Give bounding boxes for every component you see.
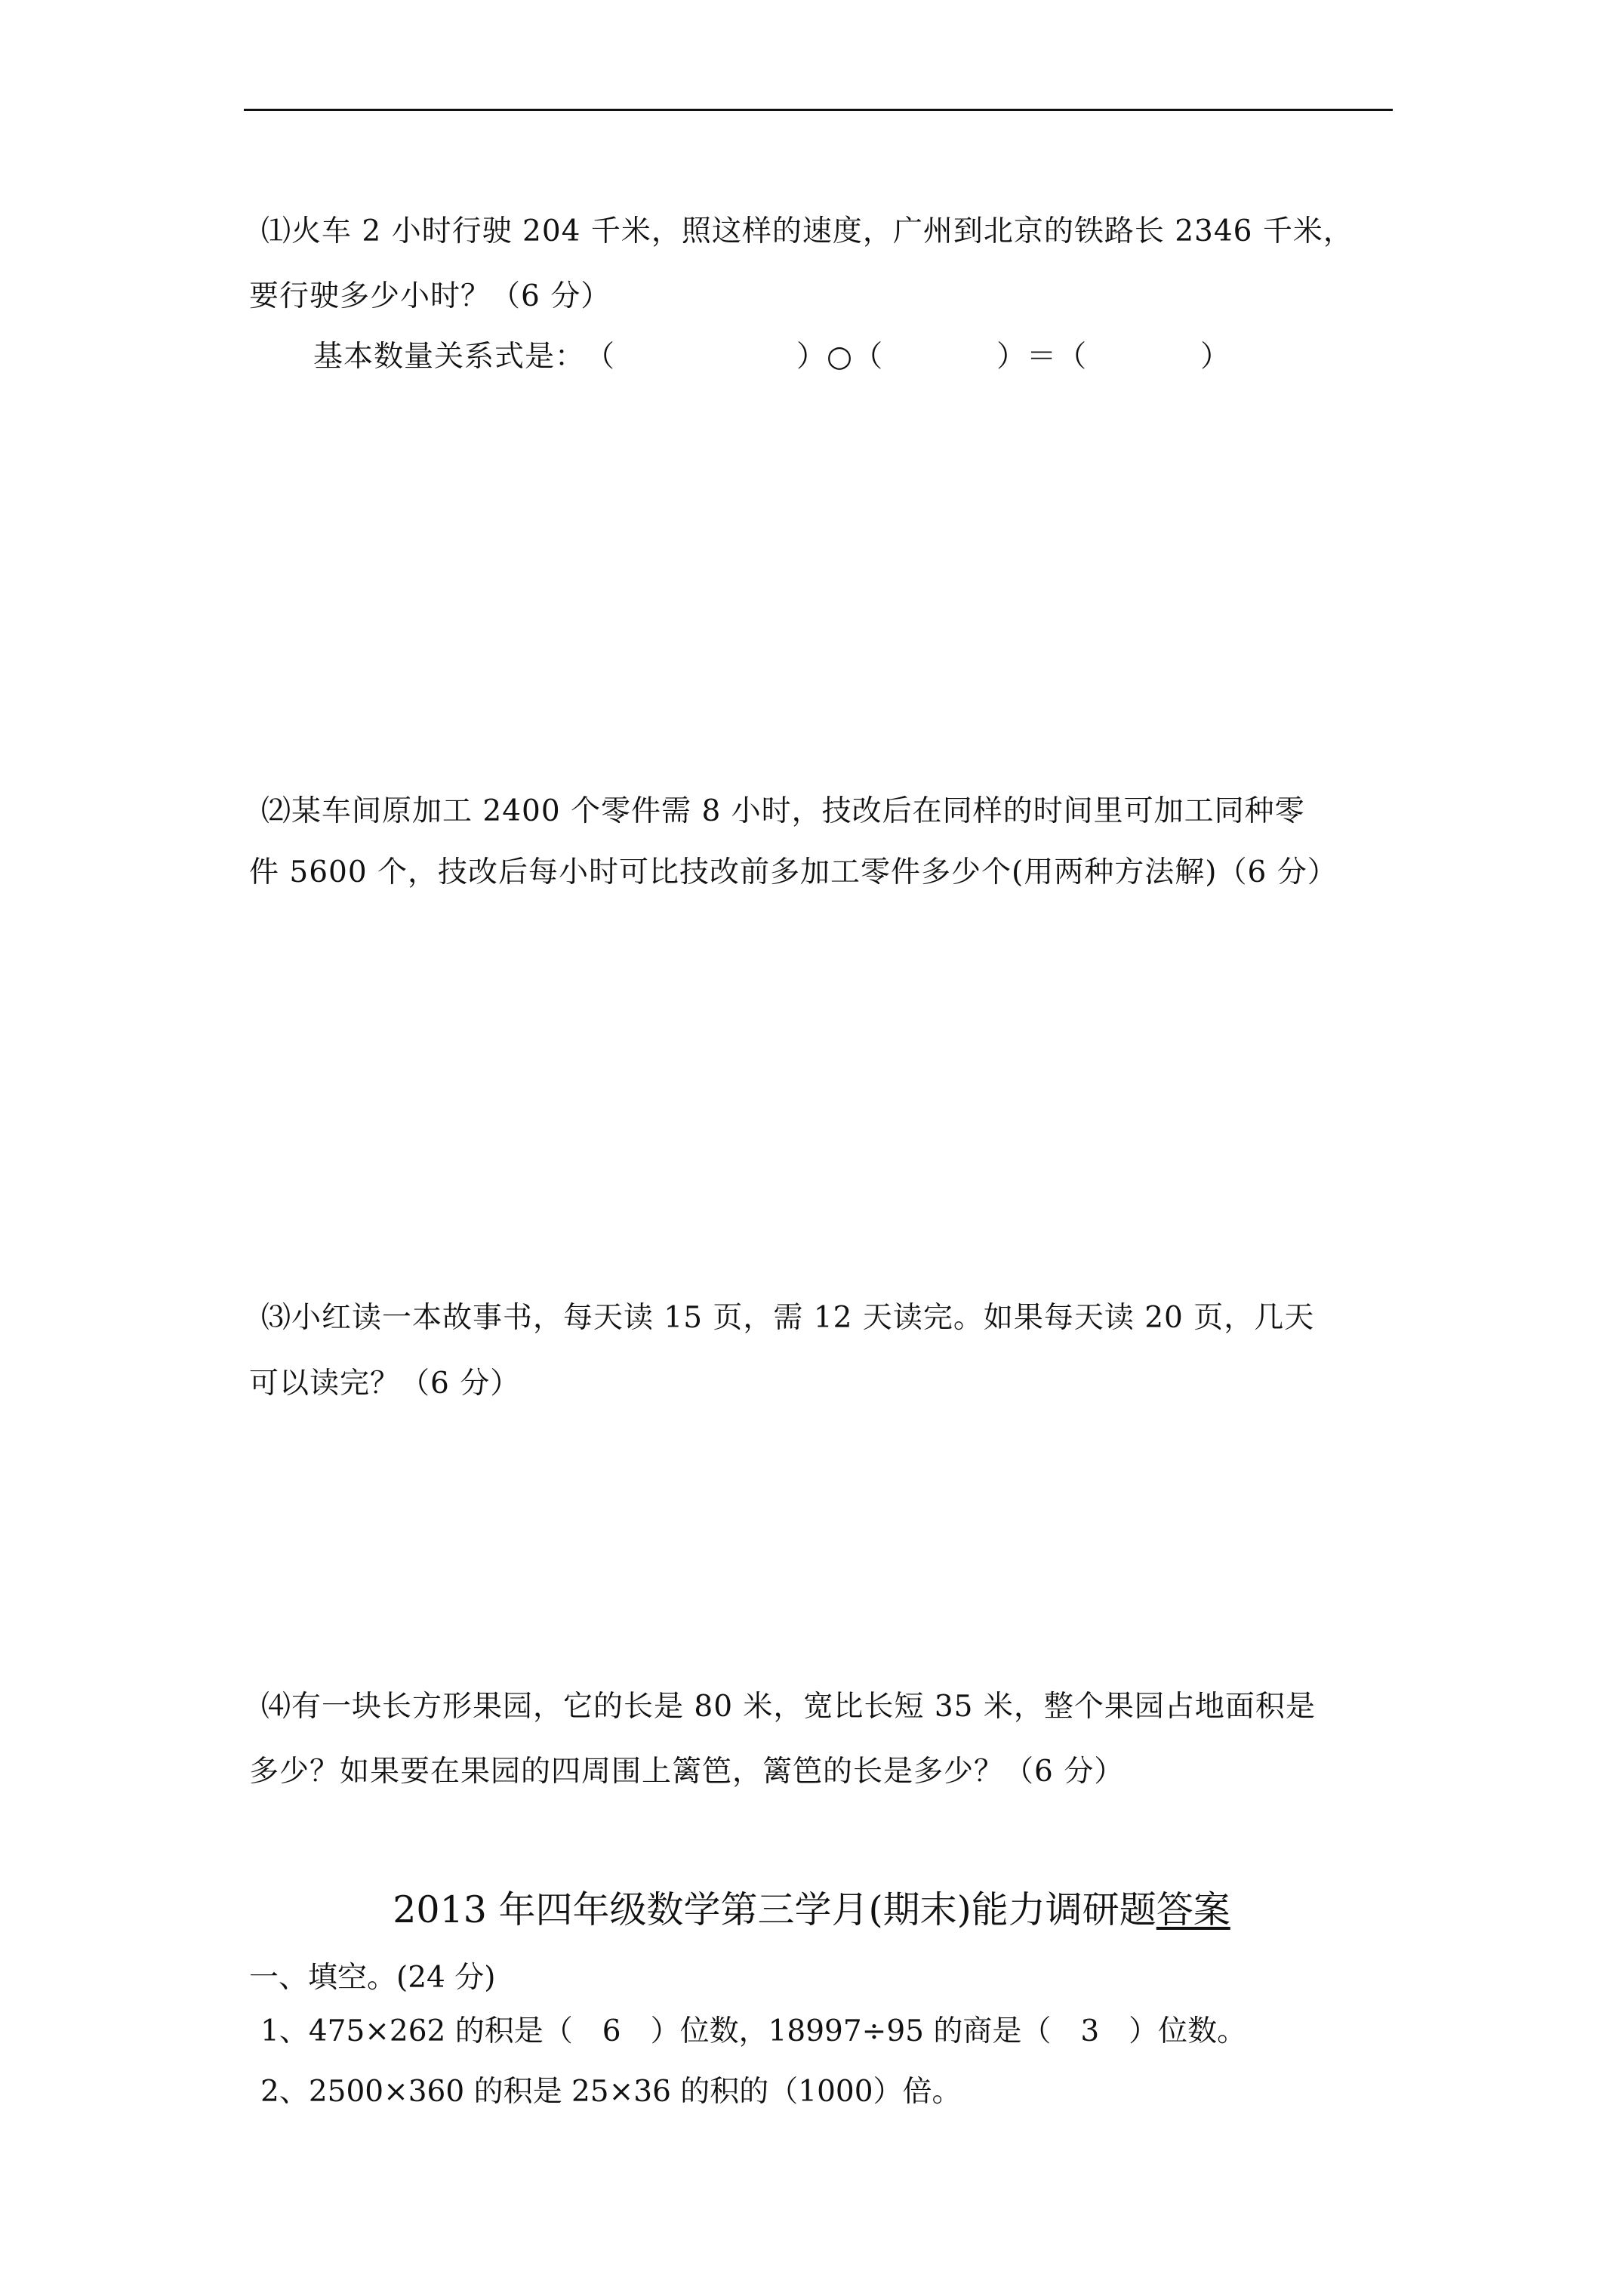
question-4-line-1: ⑷有一块长方形果园，它的长是 80 米，宽比长短 35 米，整个果园占地面积是 xyxy=(261,1690,1316,1724)
answer-item-1: 1、475×262 的积是（ 6 ）位数，18997÷95 的商是（ 3 ）位数。 xyxy=(260,2014,1247,2048)
question-3-line-1: ⑶小红读一本故事书，每天读 15 页，需 12 天读完。如果每天读 20 页，几天 xyxy=(261,1301,1315,1335)
formula-close-3: ） xyxy=(1200,340,1231,374)
question-3-line-2: 可以读完？（6 分） xyxy=(249,1367,521,1401)
question-4-line-2: 多少？如果要在果园的四周围上篱笆，篱笆的长是多少？（6 分） xyxy=(249,1755,1125,1789)
question-1-line-2: 要行驶多少小时？（6 分） xyxy=(249,279,611,313)
answer-item-2: 2、2500×360 的积是 25×36 的积的（1000）倍。 xyxy=(260,2075,962,2109)
question-1-line-1: ⑴火车 2 小时行驶 204 千米，照这样的速度，广州到北京的铁路长 2346 千米， xyxy=(261,214,1354,248)
formula-open-2: （ xyxy=(853,340,884,374)
formula-open-3: （ xyxy=(1057,340,1088,374)
question-2-line-1: ⑵某车间原加工 2400 个零件需 8 小时，技改后在同样的时间里可加工同种零 xyxy=(261,794,1305,828)
question-1-formula xyxy=(313,337,1461,377)
answer-key-title-underlined: 答案 xyxy=(1156,1888,1230,1931)
answer-key-title-main: 2013 年四年级数学第三学月(期末)能力调研题 xyxy=(393,1888,1156,1931)
formula-open-1: （ xyxy=(585,340,616,374)
formula-label: 基本数量关系式是： xyxy=(313,340,586,374)
header-rule xyxy=(244,109,1393,111)
formula-close-1: ） xyxy=(796,340,827,374)
answer-section-heading: 一、填空。(24 分) xyxy=(249,1961,496,1995)
formula-equals: ＝ xyxy=(1027,340,1058,374)
formula-close-2: ） xyxy=(996,340,1027,374)
question-2-line-2: 件 5600 个，技改后每小时可比技改前多加工零件多少个(用两种方法解)（6 分） xyxy=(249,855,1338,889)
formula-operator: ○ xyxy=(827,340,854,374)
answer-key-title xyxy=(0,1888,1623,1933)
